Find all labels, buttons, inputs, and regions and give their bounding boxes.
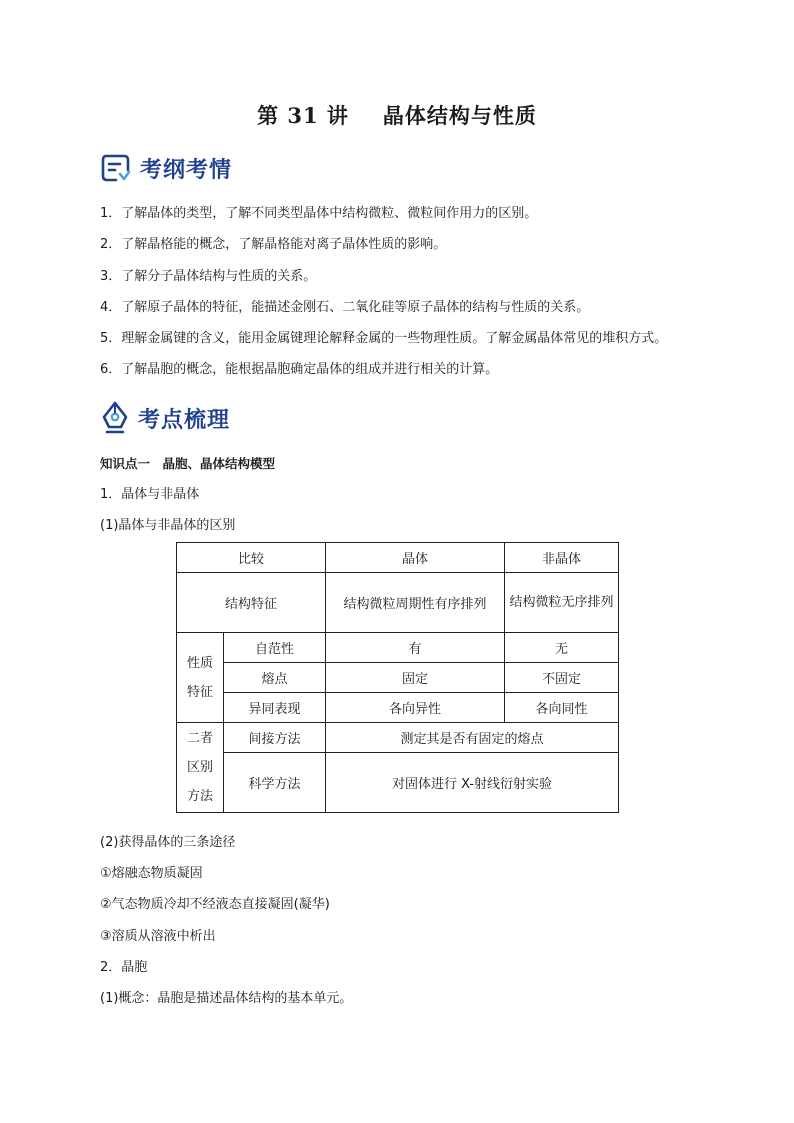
table-row bbox=[177, 633, 619, 663]
paragraph: (1)概念：晶胞是描述晶体结构的基本单元。 bbox=[100, 991, 353, 1006]
knowledge-point-heading: 知识点一 晶胞、晶体结构模型 bbox=[100, 456, 276, 471]
list-item: ③溶质从溶液中析出 bbox=[100, 929, 216, 944]
table-row bbox=[177, 663, 619, 693]
lecture-number: 第 31 讲 bbox=[257, 103, 349, 128]
section-title: 考纲考情 bbox=[140, 157, 233, 183]
table-group-cell: 二者区别方法 bbox=[177, 723, 224, 813]
table-cell: 科学方法 bbox=[224, 753, 326, 813]
list-item: ①熔融态物质凝固 bbox=[100, 866, 203, 881]
section-header-review bbox=[100, 398, 230, 438]
table-cell: 异同表现 bbox=[224, 693, 326, 723]
subheading: 1．晶体与非晶体 bbox=[100, 487, 200, 502]
list-item: ②气态物质冷却不经液态直接凝固(凝华) bbox=[100, 897, 330, 912]
table-header-cell: 比较 bbox=[177, 543, 326, 573]
table-cell: 不固定 bbox=[505, 663, 619, 693]
table-header-row bbox=[177, 543, 619, 573]
table-cell: 结构特征 bbox=[177, 573, 326, 633]
section-header-syllabus bbox=[100, 148, 232, 188]
objective-item: 2．了解晶格能的概念，了解晶格能对离子晶体性质的影响。 bbox=[100, 237, 447, 252]
lecture-name: 晶体结构与性质 bbox=[382, 103, 537, 128]
document-lines-icon bbox=[100, 152, 132, 184]
table-cell: 自范性 bbox=[224, 633, 326, 663]
table-row bbox=[177, 723, 619, 753]
table-cell: 结构微粒周期性有序排列 bbox=[326, 573, 505, 633]
section-title: 考点梳理 bbox=[138, 407, 231, 433]
table-cell: 无 bbox=[505, 633, 619, 663]
table-cell: 结构微粒无序排列 bbox=[505, 573, 619, 633]
objective-item: 1．了解晶体的类型，了解不同类型晶体中结构微粒、微粒间作用力的区别。 bbox=[100, 206, 538, 221]
table-cell: 测定其是否有固定的熔点 bbox=[326, 723, 619, 753]
objective-item: 6．了解晶胞的概念，能根据晶胞确定晶体的组成并进行相关的计算。 bbox=[100, 362, 499, 377]
table-group-cell: 性质特征 bbox=[177, 633, 224, 723]
objective-item: 4．了解原子晶体的特征，能描述金刚石、二氧化硅等原子晶体的结构与性质的关系。 bbox=[100, 300, 590, 315]
subheading: (1)晶体与非晶体的区别 bbox=[100, 518, 236, 533]
subheading: 2．晶胞 bbox=[100, 960, 148, 975]
table-cell: 熔点 bbox=[224, 663, 326, 693]
table-row bbox=[177, 573, 619, 633]
comparison-table bbox=[176, 542, 619, 813]
pen-nib-icon bbox=[100, 401, 130, 435]
objective-item: 3．了解分子晶体结构与性质的关系。 bbox=[100, 269, 317, 284]
page-title bbox=[0, 100, 794, 130]
table-header-cell: 非晶体 bbox=[505, 543, 619, 573]
objective-item: 5．理解金属键的含义，能用金属键理论解释金属的一些物理性质。了解金属晶体常见的堆积方式。 bbox=[100, 331, 668, 346]
table-cell: 各向异性 bbox=[326, 693, 505, 723]
table-cell: 间接方法 bbox=[224, 723, 326, 753]
subheading: (2)获得晶体的三条途径 bbox=[100, 835, 236, 850]
table-cell: 对固体进行 X-射线衍射实验 bbox=[326, 753, 619, 813]
table-row bbox=[177, 693, 619, 723]
table-cell: 各向同性 bbox=[505, 693, 619, 723]
table-header-cell: 晶体 bbox=[326, 543, 505, 573]
table-cell: 固定 bbox=[326, 663, 505, 693]
table-row bbox=[177, 753, 619, 813]
table-cell: 有 bbox=[326, 633, 505, 663]
